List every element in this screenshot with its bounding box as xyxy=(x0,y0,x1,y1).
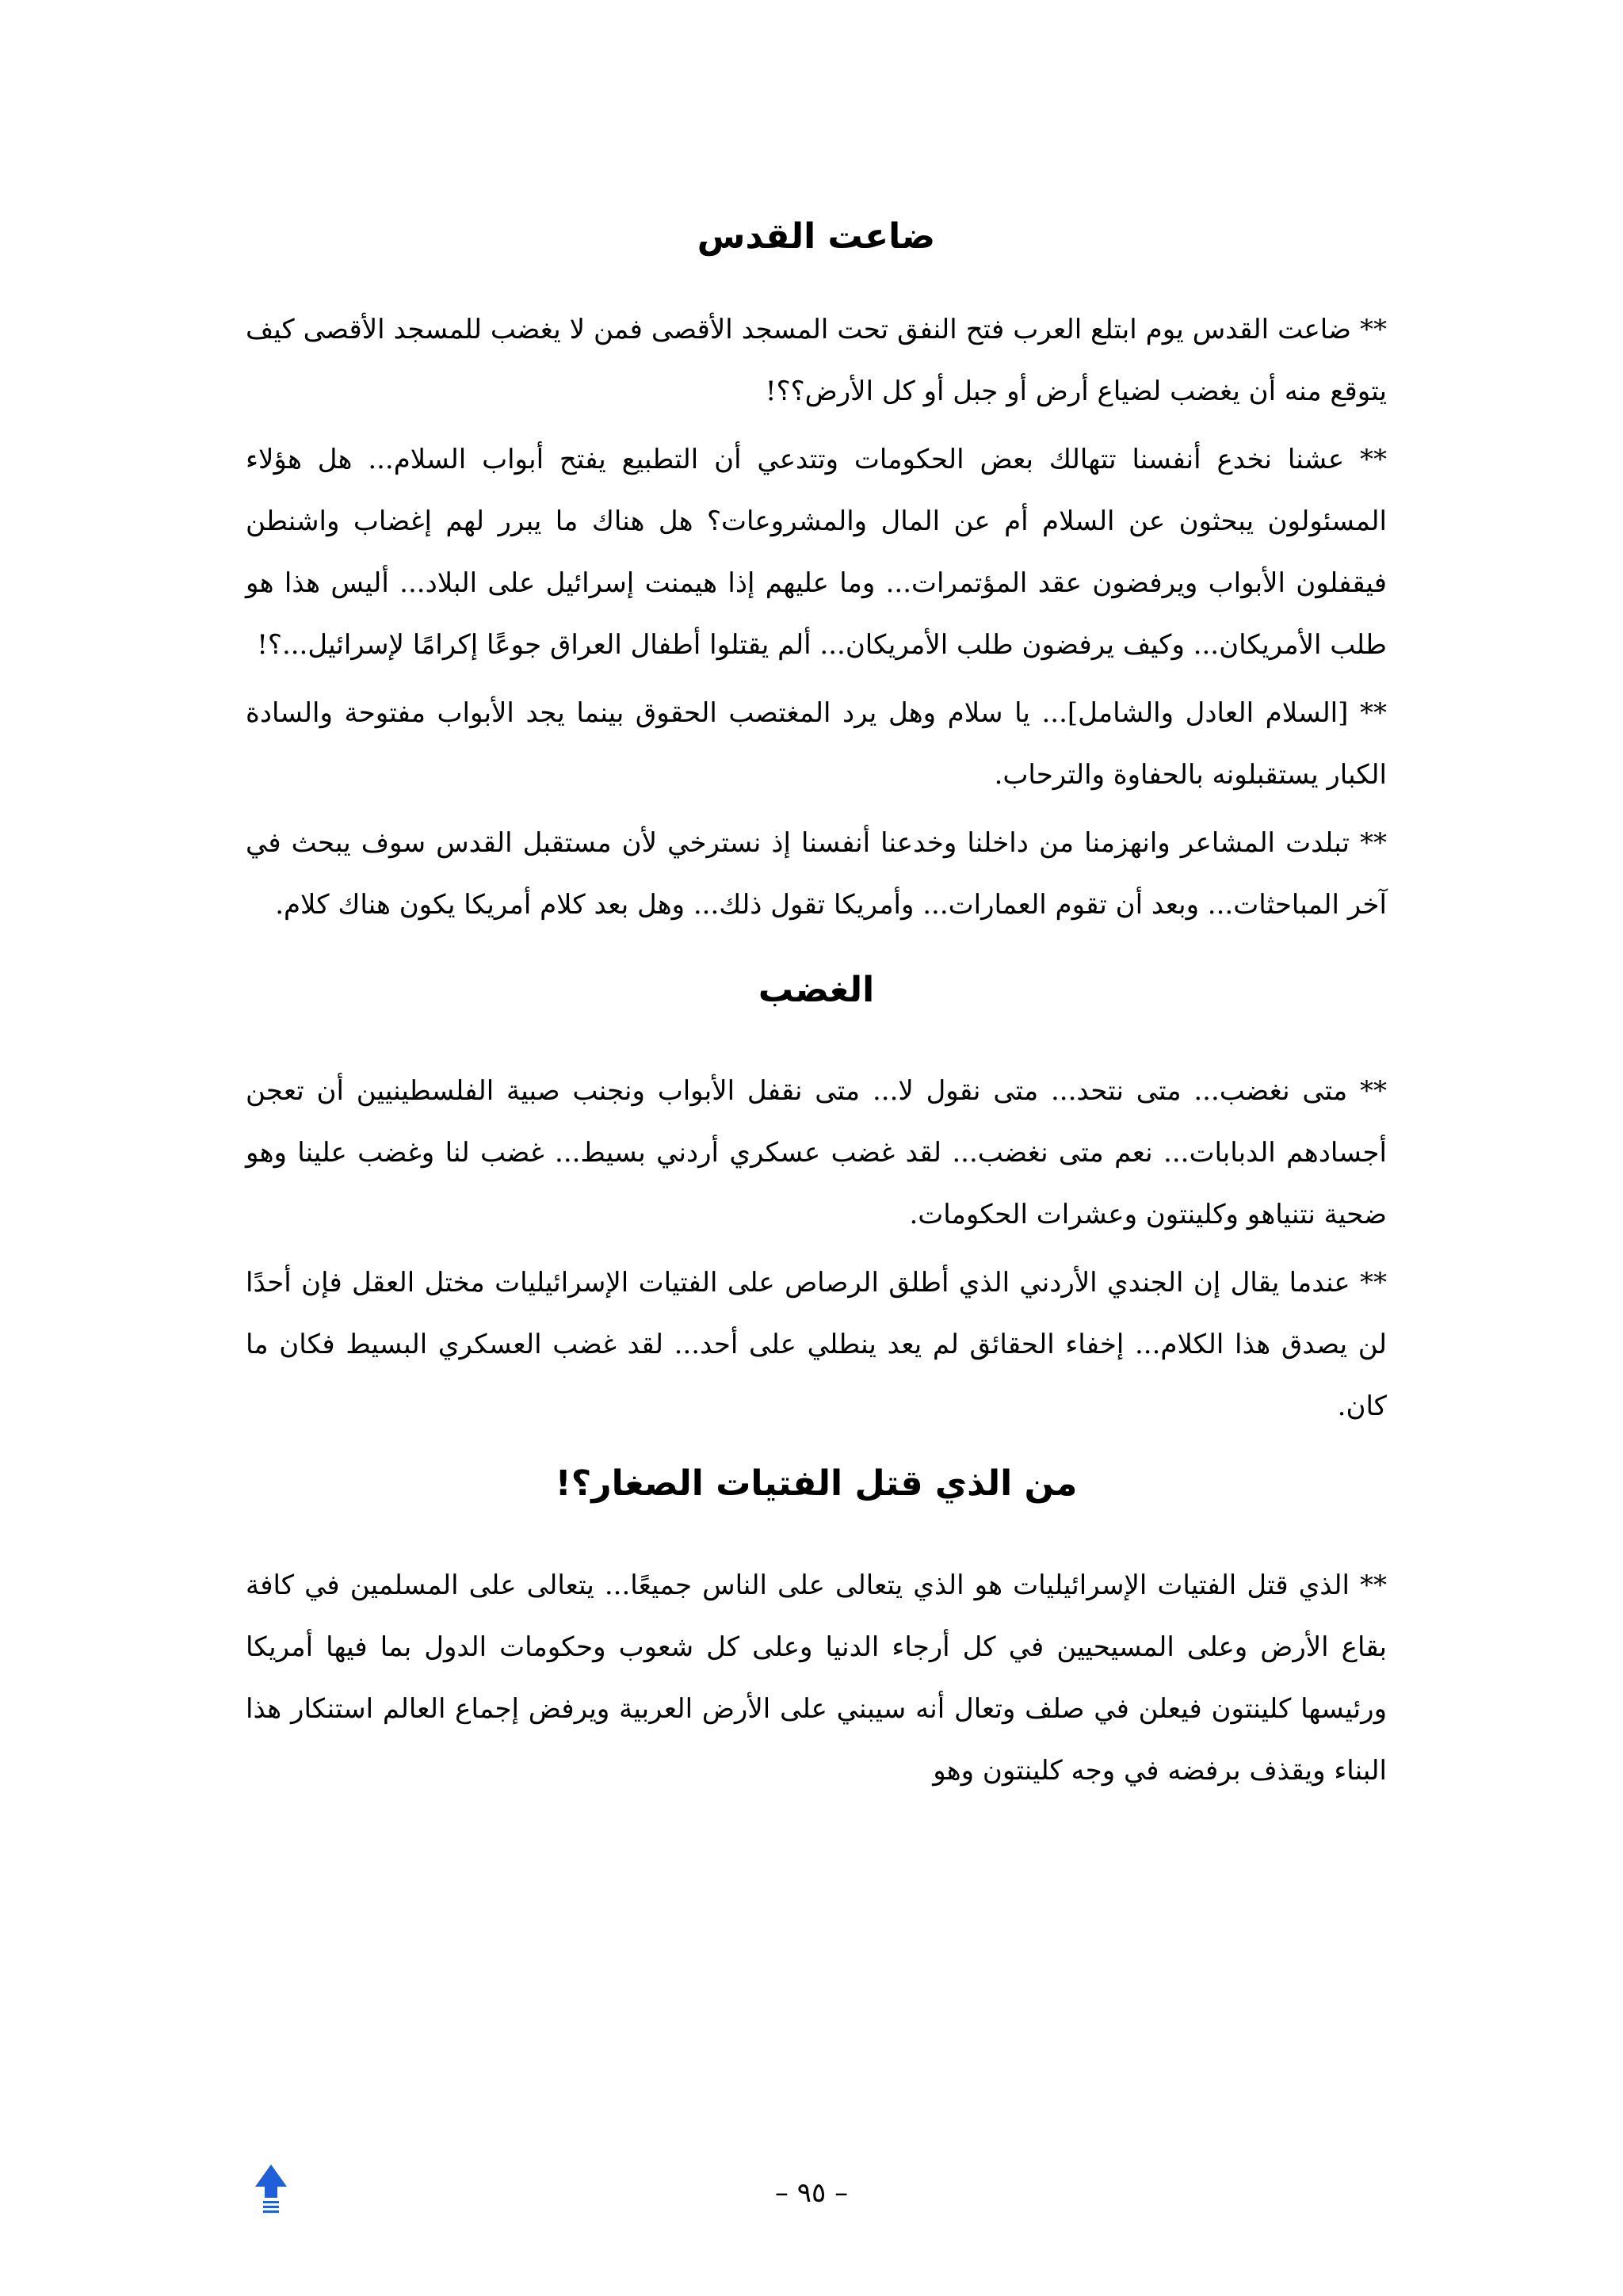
page-footer xyxy=(0,2163,1623,2226)
section-title-1: ضاعت القدس xyxy=(697,216,936,257)
paragraph: ** ضاعت القدس يوم ابتلع العرب فتح النفق تحت المسجد الأقصى فمن لا يغضب للمسجد الأقصى كيف يتوقع منه أن يغضب لضياع أرض أو جبل أو كل الأرض؟؟! xyxy=(246,314,1387,408)
section-title-3: من الذي قتل الفتيات الصغار؟! xyxy=(555,1463,1078,1505)
page-content xyxy=(246,198,1387,1808)
up-arrow-icon[interactable] xyxy=(254,2163,288,2218)
section-title-2: الغضب xyxy=(758,970,875,1011)
paragraph: ** تبلدت المشاعر وانهزمنا من داخلنا وخدعنا أنفسنا إذ نسترخي لأن مستقبل القدس سوف يبحث في آخر المباحثات... وبعد أن تقوم العمارات... وأمريكا تقول ذلك... وهل بعد كلام أمريكا يكون هناك كلام. xyxy=(246,827,1387,921)
paragraph: ** متى نغضب... متى نتحد... متى نقول لا... متى نقفل الأبواب ونجنب صبية الفلسطينيين أن تعجن أجسادهم الدبابات... نعم متى نغضب... لقد غضب عسكري أردني بسيط... غضب لنا وغضب علينا وهو ضحية نتنياهو وكلينتون وعشرات الحكومات. xyxy=(246,1075,1387,1231)
paragraph: ** [السلام العادل والشامل]... يا سلام وهل يرد المغتصب الحقوق بينما يجد الأبواب مفتوحة والسادة الكبار يستقبلونه بالحفاوة والترحاب. xyxy=(246,697,1387,791)
paragraph: ** عندما يقال إن الجندي الأردني الذي أطلق الرصاص على الفتيات الإسرائيليات مختل العقل فإن أحدًا لن يصدق هذا الكلام... إخفاء الحقائق لم يعد ينطلي على أحد... لقد غضب العسكري البسيط فكان ما كان. xyxy=(246,1267,1387,1423)
page-number: – ٩٥ – xyxy=(774,2177,849,2209)
paragraph: ** الذي قتل الفتيات الإسرائيليات هو الذي يتعالى على الناس جميعًا... يتعالى على المسلمين في كافة بقاع الأرض وعلى المسيحيين في كل أرجاء الدنيا وعلى كل شعوب وحكومات الدول بما فيها أمريكا ورئيسها كلينتون فيعلن في صلف وتعال أنه سيبني على الأرض العربية ويرفض إجماع العالم استنكار هذا البناء ويقذف برفضه في وجه كلينتون وهو xyxy=(246,1569,1387,1787)
paragraph: ** عشنا نخدع أنفسنا تتهالك بعض الحكومات وتتدعي أن التطبيع يفتح أبواب السلام... هل هؤلاء المسئولون يبحثون عن السلام أم عن المال والمشروعات؟ هل هناك ما يبرر لهم إغضاب واشنطن فيقفلون الأبواب ويرفضون عقد المؤتمرات... وما عليهم إذا هيمنت إسرائيل على البلاد... أليس هذا هو طلب الأمريكان... وكيف يرفضون طلب الأمريكان... ألم يقتلوا أطفال العراق جوعًا إكرامًا لإسرائيل...؟! xyxy=(246,444,1387,662)
